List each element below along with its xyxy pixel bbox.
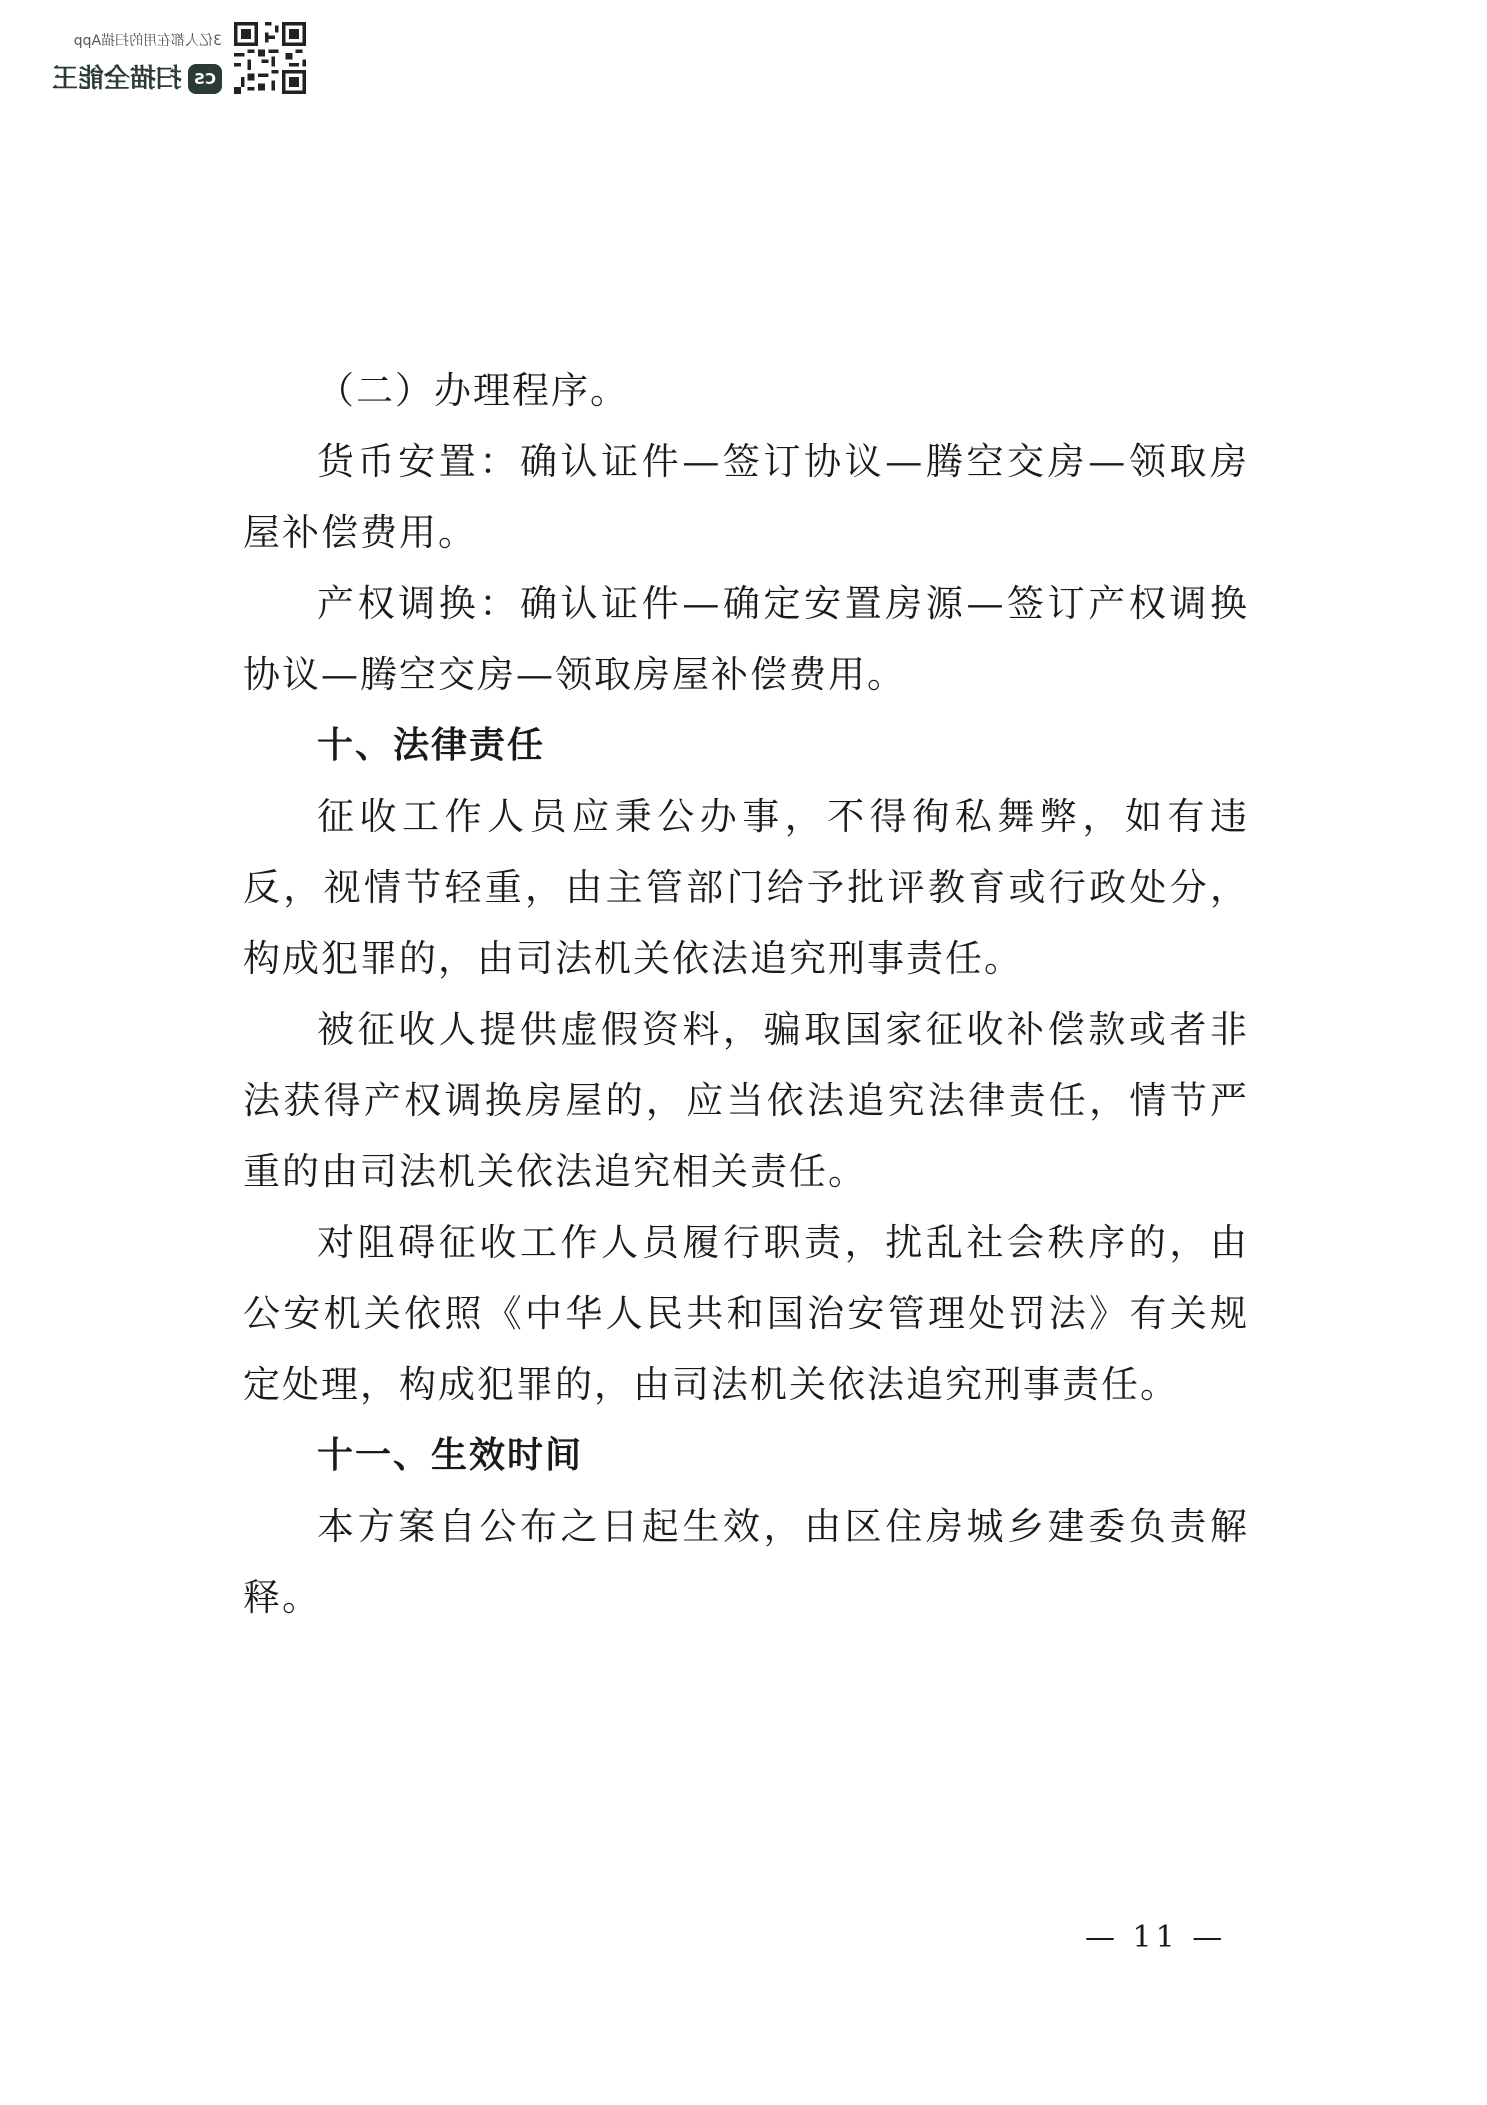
heading-effective-date: 十一、生效时间 [317, 1435, 584, 1476]
section-subheading-procedure: （二）办理程序。 [317, 369, 629, 412]
scanner-watermark [36, 22, 306, 104]
heading-legal-liability: 十、法律责任 [317, 725, 546, 766]
paragraph-effective-statement: 本方案自公布之日起生效，由区住房城乡建委负责解释。 [243, 1505, 1249, 1619]
watermark-tagline: 3亿人都在用的扫描App [73, 33, 222, 49]
paragraph-monetary-resettlement: 货币安置：确认证件—签订协议—腾空交房—领取房屋补偿费用。 [243, 440, 1249, 554]
paragraph-property-exchange: 产权调换：确认证件—确定安置房源—签订产权调换协议—腾空交房—领取房屋补偿费用。 [243, 582, 1249, 696]
paragraph-false-information: 被征收人提供虚假资料，骗取国家征收补偿款或者非法获得产权调换房屋的，应当依法追究法律责任，情节严重的由司法机关依法追究相关责任。 [243, 1008, 1249, 1193]
document-body [243, 355, 1249, 1633]
watermark-brand-name: 扫描全能王 [51, 64, 182, 94]
paragraph-staff-liability: 征收工作人员应秉公办事，不得徇私舞弊，如有违反，视情节轻重，由主管部门给予批评教育或行政处分，构成犯罪的，由司法机关依法追究刑事责任。 [243, 795, 1249, 980]
page-number: — 11 — [1085, 1920, 1227, 1955]
watermark-logo: CS [188, 64, 222, 94]
qr-code-icon [234, 22, 306, 94]
paragraph-obstruction: 对阻碍征收工作人员履行职责，扰乱社会秩序的，由公安机关依照《中华人民共和国治安管理处罚法》有关规定处理，构成犯罪的，由司法机关依法追究刑事责任。 [243, 1221, 1249, 1406]
